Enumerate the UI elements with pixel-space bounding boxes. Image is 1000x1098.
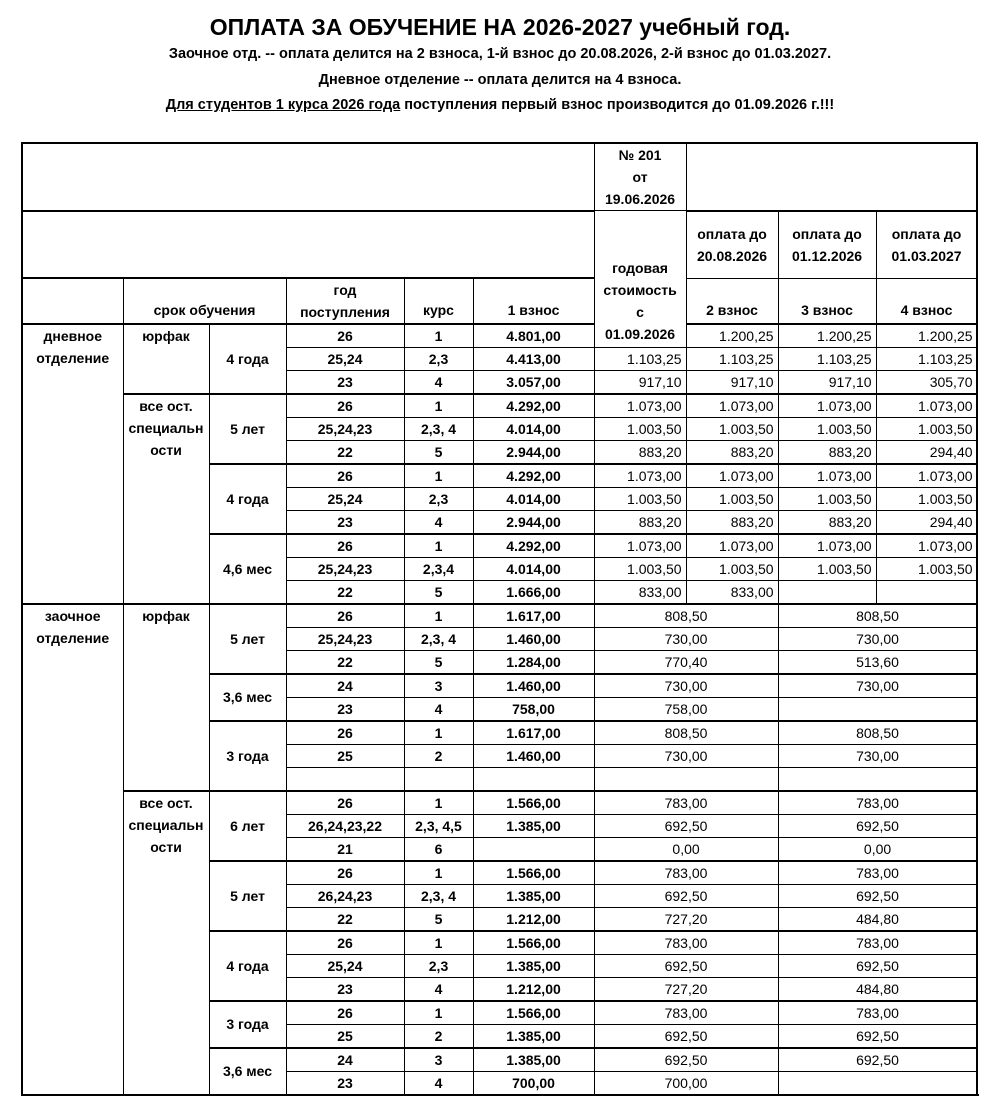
installment2-cell: 783,00 (778, 931, 977, 955)
course-cell: 1 (404, 604, 473, 628)
installment1-cell: 808,50 (594, 721, 778, 745)
table-row (22, 604, 977, 628)
year-cell: 26,24,23,22 (286, 815, 404, 838)
pay1-cell: 1.103,25 (594, 348, 686, 371)
course-cell: 4 (404, 371, 473, 395)
duration-cell: 5 лет (209, 394, 286, 464)
pay4-cell: 1.073,00 (876, 394, 977, 418)
duration-cell: 4 года (209, 931, 286, 1001)
cost-cell: 1.385,00 (473, 955, 594, 978)
installment1-cell: 692,50 (594, 1048, 778, 1072)
pay3-cell: 883,20 (778, 441, 876, 465)
pay2-header (778, 211, 876, 279)
cost-cell: 4.413,00 (473, 348, 594, 371)
year-cell: 26 (286, 931, 404, 955)
pay2-cell: 1.003,50 (686, 488, 778, 511)
installment2-cell: 692,50 (778, 815, 977, 838)
year-cell: 26 (286, 791, 404, 815)
cost-cell: 4.014,00 (473, 558, 594, 581)
cost-cell: 1.385,00 (473, 1025, 594, 1049)
installment2-cell: 692,50 (778, 1048, 977, 1072)
pay3-cell (778, 581, 876, 605)
pay3-cell: 1.103,25 (778, 348, 876, 371)
course-cell (404, 768, 473, 792)
pay2-cell: 1.200,25 (778, 324, 876, 348)
cost-cell: 4.292,00 (473, 534, 594, 558)
pay2-cell: 1.003,50 (686, 558, 778, 581)
course-cell: 1 (404, 394, 473, 418)
course-cell: 2,3, 4,5 (404, 815, 473, 838)
course-cell: 4 (404, 698, 473, 722)
year-cell: 25,24 (286, 348, 404, 371)
cost-cell: 1.666,00 (473, 581, 594, 605)
course-cell: 3 (404, 1048, 473, 1072)
installment1-cell: 783,00 (594, 931, 778, 955)
course-cell: 5 (404, 581, 473, 605)
installment1-cell: 727,20 (594, 978, 778, 1002)
pay1-cell: 1.003,50 (594, 488, 686, 511)
installment1-cell: 758,00 (594, 698, 778, 722)
duration-cell: 5 лет (209, 861, 286, 931)
installment1-cell (594, 768, 778, 792)
installment2-cell: 808,50 (778, 604, 977, 628)
annual-cost-label-1: годовая (612, 260, 668, 276)
cost-cell: 4.801,00 (473, 324, 594, 348)
pay4-installment: 4 взнос (876, 278, 977, 324)
installment1-cell: 783,00 (594, 1001, 778, 1025)
installment1-cell: 692,50 (594, 815, 778, 838)
year-label-1: год (333, 282, 357, 298)
pay4-cell: 294,40 (876, 511, 977, 535)
installment1-cell: 783,00 (594, 861, 778, 885)
header-blank-2 (22, 211, 594, 279)
pay2-installment: 2 взнос (686, 278, 778, 324)
order-info-cell (594, 143, 686, 211)
pay4-cell (876, 581, 977, 605)
year-cell: 26 (286, 721, 404, 745)
cost-cell: 1.460,00 (473, 674, 594, 698)
table-row (22, 394, 977, 418)
pay3-label-1: оплата до (891, 225, 962, 242)
course-cell: 5 (404, 908, 473, 932)
pay4-cell: 1.003,50 (876, 418, 977, 441)
course-cell: 2,3 (404, 348, 473, 371)
pay2-label-2: 01.12.2026 (791, 247, 863, 264)
duration-cell: 4 года (209, 464, 286, 534)
installment1-cell: 700,00 (594, 1072, 778, 1096)
pay3-installment: 3 взнос (778, 278, 876, 324)
header-blank-3 (22, 278, 123, 324)
year-cell: 22 (286, 651, 404, 675)
course-cell: 2,3, 4 (404, 628, 473, 651)
pay3-cell: 1.073,00 (778, 534, 876, 558)
subtitle-rest: поступления первый взнос производится до 01.09.2026 г.!!! (400, 97, 835, 113)
course-cell: 3 (404, 674, 473, 698)
year-cell: 21 (286, 838, 404, 862)
year-cell: 25 (286, 745, 404, 768)
course-cell: 4 (404, 511, 473, 535)
duration-cell: 3,6 мес (209, 1048, 286, 1095)
cost-cell: 1.385,00 (473, 885, 594, 908)
table-row (22, 324, 977, 348)
pay4-cell: 1.003,50 (876, 558, 977, 581)
pay2-cell: 1.073,00 (686, 534, 778, 558)
course-cell: 2,3 (404, 955, 473, 978)
installment2-cell (778, 1072, 977, 1096)
course-cell: 4 (404, 1072, 473, 1096)
installment1-cell: 730,00 (594, 674, 778, 698)
pay3-header (876, 211, 977, 279)
annual-cost-label-2: стоимость с (603, 282, 677, 320)
pay4-cell: 1.073,00 (876, 534, 977, 558)
year-cell: 26 (286, 394, 404, 418)
pay3-label-2: 01.03.2027 (891, 247, 962, 264)
pay4-cell: 305,70 (876, 371, 977, 395)
faculty-label: юрфак (123, 324, 209, 394)
subtitle-extramural: Заочное отд. -- оплата делится на 2 взноса, 1-й взнос до 20.08.2026, 2-й взнос до 01.03.2027. (168, 46, 832, 62)
pay1-cell: 1.200,25 (686, 324, 778, 348)
installment1-cell: 727,20 (594, 908, 778, 932)
table-row (22, 791, 977, 815)
year-cell: 25,24 (286, 488, 404, 511)
installment2-cell: 730,00 (778, 628, 977, 651)
faculty-label: все ост. специальн ости (123, 791, 209, 1095)
subtitle-first-course (0, 97, 1000, 113)
course-cell: 2,3, 4 (404, 885, 473, 908)
course-cell: 5 (404, 651, 473, 675)
pay1-label-1: оплата до (697, 225, 767, 242)
cost-cell: 4.292,00 (473, 394, 594, 418)
course-cell: 1 (404, 1001, 473, 1025)
installment2-cell (778, 768, 977, 792)
pay1-cell: 1.073,00 (594, 534, 686, 558)
year-cell: 25 (286, 1025, 404, 1049)
cost-cell: 1.284,00 (473, 651, 594, 675)
installment1-cell: 692,50 (594, 1025, 778, 1049)
pay2-label-1: оплата до (792, 225, 862, 242)
installment2-cell: 808,50 (778, 721, 977, 745)
pay1-header (686, 211, 778, 279)
installment1-cell: 692,50 (594, 885, 778, 908)
year-cell: 26,24,23 (286, 885, 404, 908)
cost-cell: 1.460,00 (473, 745, 594, 768)
day-department-label: дневное отделение (22, 324, 123, 604)
duration-cell: 4 года (209, 324, 286, 394)
course-cell: 2 (404, 745, 473, 768)
pay4-cell: 294,40 (876, 441, 977, 465)
annual-cost-header (594, 211, 686, 348)
installment1-cell: 0,00 (594, 838, 778, 862)
pay1-cell: 1.073,00 (594, 464, 686, 488)
tuition-table (21, 142, 978, 1096)
cost-cell: 1.385,00 (473, 815, 594, 838)
installment1-cell: 808,50 (594, 604, 778, 628)
pay3-cell: 1.003,50 (778, 558, 876, 581)
pay3-cell: 1.003,50 (778, 418, 876, 441)
installment2-cell: 0,00 (778, 838, 977, 862)
pay1-cell: 1.073,00 (594, 394, 686, 418)
installment1-cell: 783,00 (594, 791, 778, 815)
cost-cell: 4.014,00 (473, 418, 594, 441)
duration-header: срок обучения (123, 278, 286, 324)
cost-cell: 1.566,00 (473, 1001, 594, 1025)
year-cell (286, 768, 404, 792)
cost-cell (473, 838, 594, 862)
pay1-cell: 1.003,50 (594, 558, 686, 581)
pay1-cell: 883,20 (594, 441, 686, 465)
year-cell: 24 (286, 1048, 404, 1072)
cost-cell: 1.566,00 (473, 791, 594, 815)
pay1-cell: 833,00 (594, 581, 686, 605)
course-cell: 2,3 (404, 488, 473, 511)
duration-cell: 6 лет (209, 791, 286, 861)
installment1-cell: 730,00 (594, 745, 778, 768)
year-cell: 26 (286, 324, 404, 348)
installment2-cell: 730,00 (778, 674, 977, 698)
installment2-cell: 783,00 (778, 861, 977, 885)
year-cell: 22 (286, 908, 404, 932)
pay4-cell: 1.073,00 (876, 464, 977, 488)
header-blank (22, 143, 594, 211)
duration-cell: 3 года (209, 721, 286, 791)
subtitle-underlined: Для студентов 1 курса 2026 года (165, 97, 401, 113)
course-cell: 1 (404, 791, 473, 815)
pay3-cell: 917,10 (778, 371, 876, 395)
course-cell: 4 (404, 978, 473, 1002)
faculty-label: юрфак (123, 604, 209, 791)
year-cell: 23 (286, 698, 404, 722)
installment1-cell: 770,40 (594, 651, 778, 675)
cost-cell: 1.212,00 (473, 908, 594, 932)
cost-cell: 1.617,00 (473, 604, 594, 628)
year-cell: 23 (286, 1072, 404, 1096)
order-date: от 19.06.2026 (604, 169, 676, 207)
pay4-cell: 1.003,50 (876, 488, 977, 511)
year-cell: 24 (286, 674, 404, 698)
course-cell: 2,3,4 (404, 558, 473, 581)
year-cell: 25,24,23 (286, 418, 404, 441)
cost-cell: 4.292,00 (473, 464, 594, 488)
course-cell: 2 (404, 1025, 473, 1049)
pay2-cell: 883,20 (686, 441, 778, 465)
installment2-cell: 484,80 (778, 978, 977, 1002)
cost-cell (473, 768, 594, 792)
course-header: курс (404, 278, 473, 324)
installment2-cell: 513,60 (778, 651, 977, 675)
header-blank-right (686, 143, 977, 211)
course-cell: 1 (404, 721, 473, 745)
pay2-cell: 1.073,00 (686, 394, 778, 418)
course-cell: 5 (404, 441, 473, 465)
cost-cell: 700,00 (473, 1072, 594, 1096)
course-cell: 1 (404, 931, 473, 955)
year-cell: 26 (286, 534, 404, 558)
installment2-cell: 783,00 (778, 1001, 977, 1025)
pay2-cell: 883,20 (686, 511, 778, 535)
year-cell: 23 (286, 978, 404, 1002)
installment1-cell: 692,50 (594, 955, 778, 978)
course-cell: 1 (404, 534, 473, 558)
cost-cell: 2.944,00 (473, 511, 594, 535)
cost-cell: 1.385,00 (473, 1048, 594, 1072)
annual-cost-label-3: 01.09.2026 (604, 326, 676, 342)
duration-cell: 4,6 мес (209, 534, 286, 604)
faculty-label: все ост. специальн ости (123, 394, 209, 604)
installment2-cell: 730,00 (778, 745, 977, 768)
pay2-cell: 1.003,50 (686, 418, 778, 441)
year-cell: 26 (286, 464, 404, 488)
course-cell: 2,3, 4 (404, 418, 473, 441)
year-cell: 26 (286, 604, 404, 628)
pay2-cell: 1.103,25 (686, 348, 778, 371)
installment2-cell: 692,50 (778, 1025, 977, 1049)
year-cell: 26 (286, 861, 404, 885)
pay1-installment: 1 взнос (473, 278, 594, 324)
course-cell: 1 (404, 861, 473, 885)
year-cell: 25,24,23 (286, 558, 404, 581)
pay1-cell: 1.003,50 (594, 418, 686, 441)
duration-cell: 3 года (209, 1001, 286, 1048)
order-number: № 201 (618, 147, 662, 163)
cost-cell: 3.057,00 (473, 371, 594, 395)
year-cell: 22 (286, 441, 404, 465)
course-cell: 6 (404, 838, 473, 862)
year-cell: 25,24 (286, 955, 404, 978)
course-cell: 1 (404, 324, 473, 348)
cost-cell: 2.944,00 (473, 441, 594, 465)
pay4-cell: 1.103,25 (876, 348, 977, 371)
pay3-cell: 1.073,00 (778, 394, 876, 418)
year-cell: 26 (286, 1001, 404, 1025)
cost-cell: 1.566,00 (473, 931, 594, 955)
year-label-2: поступления (300, 304, 390, 320)
installment2-cell: 484,80 (778, 908, 977, 932)
tuition-table-body (22, 143, 977, 1095)
pay1-label-2: 20.08.2026 (696, 247, 768, 264)
cost-cell: 1.212,00 (473, 978, 594, 1002)
year-cell: 25,24,23 (286, 628, 404, 651)
year-cell: 22 (286, 581, 404, 605)
subtitle-day: Дневное отделение -- оплата делится на 4 взноса. (318, 72, 682, 88)
cost-cell: 1.617,00 (473, 721, 594, 745)
duration-cell: 3,6 мес (209, 674, 286, 721)
extramural-department-label: заочное отделение (22, 604, 123, 1095)
duration-cell: 5 лет (209, 604, 286, 674)
year-header (286, 278, 404, 324)
pay1-cell: 917,10 (594, 371, 686, 395)
cost-cell: 1.460,00 (473, 628, 594, 651)
pay2-cell: 1.073,00 (686, 464, 778, 488)
pay3-cell: 883,20 (778, 511, 876, 535)
pay3-cell: 1.003,50 (778, 488, 876, 511)
year-cell: 23 (286, 511, 404, 535)
installment2-cell (778, 698, 977, 722)
installment1-cell: 730,00 (594, 628, 778, 651)
installment2-cell: 692,50 (778, 885, 977, 908)
cost-cell: 1.566,00 (473, 861, 594, 885)
installment2-cell: 692,50 (778, 955, 977, 978)
pay3-cell: 1.200,25 (876, 324, 977, 348)
cost-cell: 758,00 (473, 698, 594, 722)
cost-cell: 4.014,00 (473, 488, 594, 511)
installment2-cell: 783,00 (778, 791, 977, 815)
page-title: ОПЛАТА ЗА ОБУЧЕНИЕ НА 2026-2027 учебный год. (209, 14, 791, 40)
pay2-cell: 833,00 (686, 581, 778, 605)
pay1-cell: 883,20 (594, 511, 686, 535)
pay2-cell: 917,10 (686, 371, 778, 395)
course-cell: 1 (404, 464, 473, 488)
pay3-cell: 1.073,00 (778, 464, 876, 488)
year-cell: 23 (286, 371, 404, 395)
